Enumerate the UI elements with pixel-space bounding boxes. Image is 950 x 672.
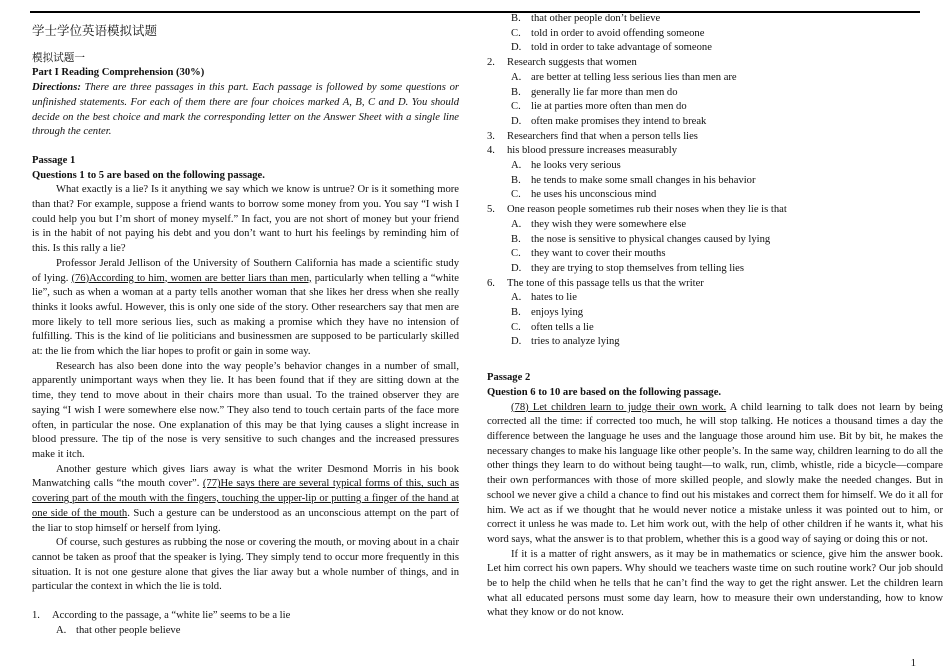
passage1-paragraph: Research has also been done into the way people’s behavior changes in a number of small, apparently unimportant ways when they lie. It has been found that if they are sitting down at the time, they tend to move about in their chairs more than usual. To the trained observer they are saying “I wish I were somewhere else now.” They also tend to touch certain parts of the face more often, in particular the nose. One explanation of this may be that lying causes a slight increase in blood pressure. The tip of the nose is very sensitive to such changes and the increased pressures make it itch. <box>32 360 459 460</box>
question-number: 6. <box>487 277 495 289</box>
option-text: are better at telling less serious lies than men are <box>531 71 737 83</box>
option <box>487 291 943 306</box>
question-number: 4. <box>487 145 495 157</box>
text-run: Another gesture which gives liars away is what the writer Desmond Morris in his book Manwatching calls “the mouth cover”. <box>32 463 459 490</box>
option-letter: B. <box>511 307 521 319</box>
option-text: told in order to avoid offending someone <box>531 27 705 39</box>
option-text: he looks very serious <box>531 160 621 172</box>
underlined-sentence-76: (76)According to him, women are better liars than men, <box>71 272 312 284</box>
text-run: . Such a gesture can be understood as an unconscious attempt on the part of the liar to stop himself or herself from lying. <box>32 507 460 534</box>
option-text: the nose is sensitive to physical changes caused by lying <box>531 233 771 245</box>
directions-label: Directions: <box>32 82 81 94</box>
exam-label: 模拟试题一 <box>32 52 85 64</box>
option-letter: A. <box>511 160 522 172</box>
option-text: that other people believe <box>76 624 181 636</box>
question-number: 1. <box>32 610 40 622</box>
passage2-title: Passage 2 <box>487 372 531 384</box>
option <box>487 218 943 233</box>
option-letter: A. <box>56 624 67 636</box>
option-text: tries to analyze lying <box>531 336 620 348</box>
question-1 <box>32 609 459 624</box>
option-text: enjoys lying <box>531 307 584 319</box>
option-text: they are trying to stop themselves from telling lies <box>531 262 745 274</box>
passage2-paragraph: If it is a matter of right answers, as it may be in mathematics or science, give him the answer book. Let him correct his own papers. Why should we teachers waste time on such routine work? Our job should be to help the child when he tells that he can’t find the way to get the right answer. Let the children learn what all educated persons must some day learn, how to measure their own understanding, how to know what they know or do not know. <box>487 548 943 619</box>
option-letter: C. <box>511 27 521 39</box>
text-run: A child learning to talk does not learn by being corrected all the time: if corrected too much, he will stop talking. He notices a thousand times a day the difference between the language he uses and the language those around him use. Bit by bit, he makes the necessary changes to make his language like other people’s. In the same way, children learning to do all the other things they learn to do without being taught—to walk, run, climb, whistle, ride a bicycle—compare their own performances with those of more skilled people, and slowly make the needed changes. But in school we never give a child a chance to find out his mistakes and correct them for himself. We do it all for him. We act as if we thought that he would never notice a mistake unless it was pointed out to him, or correct it unless he was made to. Let him work out, with the help of other children if he wants it, what his word says, what the answer is to that problem, whether this is a good way of saying or doing this or not. <box>487 401 943 545</box>
left-column <box>32 12 459 638</box>
option <box>487 321 943 336</box>
question-3 <box>487 130 943 145</box>
option-letter: D. <box>511 262 522 274</box>
option <box>487 27 943 42</box>
option <box>32 624 459 639</box>
option-text: hates to lie <box>531 292 577 304</box>
option-text: told in order to take advantage of someone <box>531 42 712 54</box>
option-letter: B. <box>511 13 521 24</box>
passage1-title: Passage 1 <box>32 154 76 166</box>
option-letter: A. <box>511 218 522 230</box>
directions-text: There are three passages in this part. Each passage is followed by some questions or unfinished statements. For each of them there are four choices marked A, B, C and D. You should decide on the best choice and mark the corresponding letter on the Answer Sheet with a single line through the center. <box>32 82 459 138</box>
option-letter: C. <box>511 189 521 201</box>
question-stem: One reason people sometimes rub their noses when they lie is that <box>507 204 787 216</box>
option <box>487 335 943 350</box>
option <box>487 262 943 277</box>
option-text: he uses his unconscious mind <box>531 189 657 201</box>
option-letter: D. <box>511 336 522 348</box>
option-letter: D. <box>511 115 522 127</box>
option-letter: B. <box>511 86 521 98</box>
option-letter: B. <box>511 233 521 245</box>
text-run: particularly when telling a “white lie”, such as when a woman at a party tells another woman that she likes her dress when she really thinks it looks awful. However, this is only one side of the story. Other researchers say that men are more likely to tell more serious lies, such as making a promise which they have no intension of fulfilling. This is the kind of lie politicians and businessmen are supposed to be particularly skilled at: the lie from which the liar hopes to profit or gain in some way. <box>32 272 459 358</box>
option <box>487 71 943 86</box>
option-letter: B. <box>511 174 521 186</box>
part-title: Part I Reading Comprehension (30%) <box>32 67 205 79</box>
passage2-instruction: Question 6 to 10 are based on the following passage. <box>487 386 722 398</box>
option <box>487 41 943 56</box>
option-letter: C. <box>511 101 521 113</box>
option <box>487 159 943 174</box>
passage1-paragraph: What exactly is a lie? Is it anything we say which we know is untrue? Or is it something more than that? For example, suppose a friend wants to borrow some money from you. You say “I wish I could help you but I’m short of money myself.” In fact, you are not short of money but your friend is in the habit of not paying his debt and you don’t want to hurt his feelings by reminding him of this. Is this rally a lie? <box>32 184 459 255</box>
option <box>487 306 943 321</box>
text-run: Professor Jerald Jellison of the University of Southern California has made a scientific study of lying. <box>32 257 459 284</box>
question-5 <box>487 203 943 218</box>
question-stem: Researchers find that when a person tells lies <box>507 130 698 142</box>
question-number: 2. <box>487 57 495 69</box>
option-text: often tells a lie <box>531 321 594 333</box>
option-text: generally lie far more than men do <box>531 86 678 98</box>
question-6 <box>487 277 943 292</box>
passage1-paragraph: Of course, such gestures as rubbing the nose or covering the mouth, or moving about in a chair cannot be taken as proof that the speaker is lying. They simply tend to occur more frequently in this situation. It is not one gesture alone that gives the liar away but a whole number of things, and in particular the context in which the lie is told. <box>32 537 459 593</box>
question-number: 3. <box>487 130 495 142</box>
option <box>487 247 943 262</box>
question-stem: The tone of this passage tells us that the writer <box>507 277 704 289</box>
option-text: they wish they were somewhere else <box>531 218 687 230</box>
question-stem: According to the passage, a “white lie” seems to be a lie <box>52 610 291 622</box>
underlined-sentence-78: (78) Let children learn to judge their own work. <box>511 401 727 413</box>
question-4 <box>487 144 943 159</box>
option-text: he tends to make some small changes in his behavior <box>531 174 756 186</box>
question-stem: Research suggests that women <box>507 57 637 69</box>
directions <box>32 81 459 140</box>
right-column <box>487 12 943 621</box>
underlined-sentence-77: (77)He says there are several typical forms of this, such as covering part of the mouth with the fingers, touching the upper-lip or putting a finger of the hand at one side of the mouth <box>32 478 459 519</box>
option-text: often make promises they intend to break <box>531 115 707 127</box>
option-letter: A. <box>511 71 522 83</box>
passage1-paragraph <box>32 257 459 360</box>
option-text: they want to cover their mouths <box>531 248 666 260</box>
option <box>487 115 943 130</box>
passage1-instruction: Questions 1 to 5 are based on the following passage. <box>32 169 265 181</box>
option-letter: C. <box>511 321 521 333</box>
option-letter: D. <box>511 42 522 54</box>
option <box>487 12 943 27</box>
option <box>487 188 943 203</box>
doc-title: 学士学位英语模拟试题 <box>32 24 158 38</box>
question-stem: his blood pressure increases measurably <box>507 145 678 157</box>
option <box>487 233 943 248</box>
option-text: lie at parties more often than men do <box>531 101 687 113</box>
option-text: that other people don’t believe <box>531 13 661 24</box>
option <box>487 86 943 101</box>
option <box>487 174 943 189</box>
page-number: 1 <box>910 658 916 670</box>
passage2-paragraph <box>487 401 943 548</box>
passage1-paragraph <box>32 463 459 537</box>
option-letter: C. <box>511 248 521 260</box>
option-letter: A. <box>511 292 522 304</box>
question-number: 5. <box>487 204 495 216</box>
question-2 <box>487 56 943 71</box>
option <box>487 100 943 115</box>
